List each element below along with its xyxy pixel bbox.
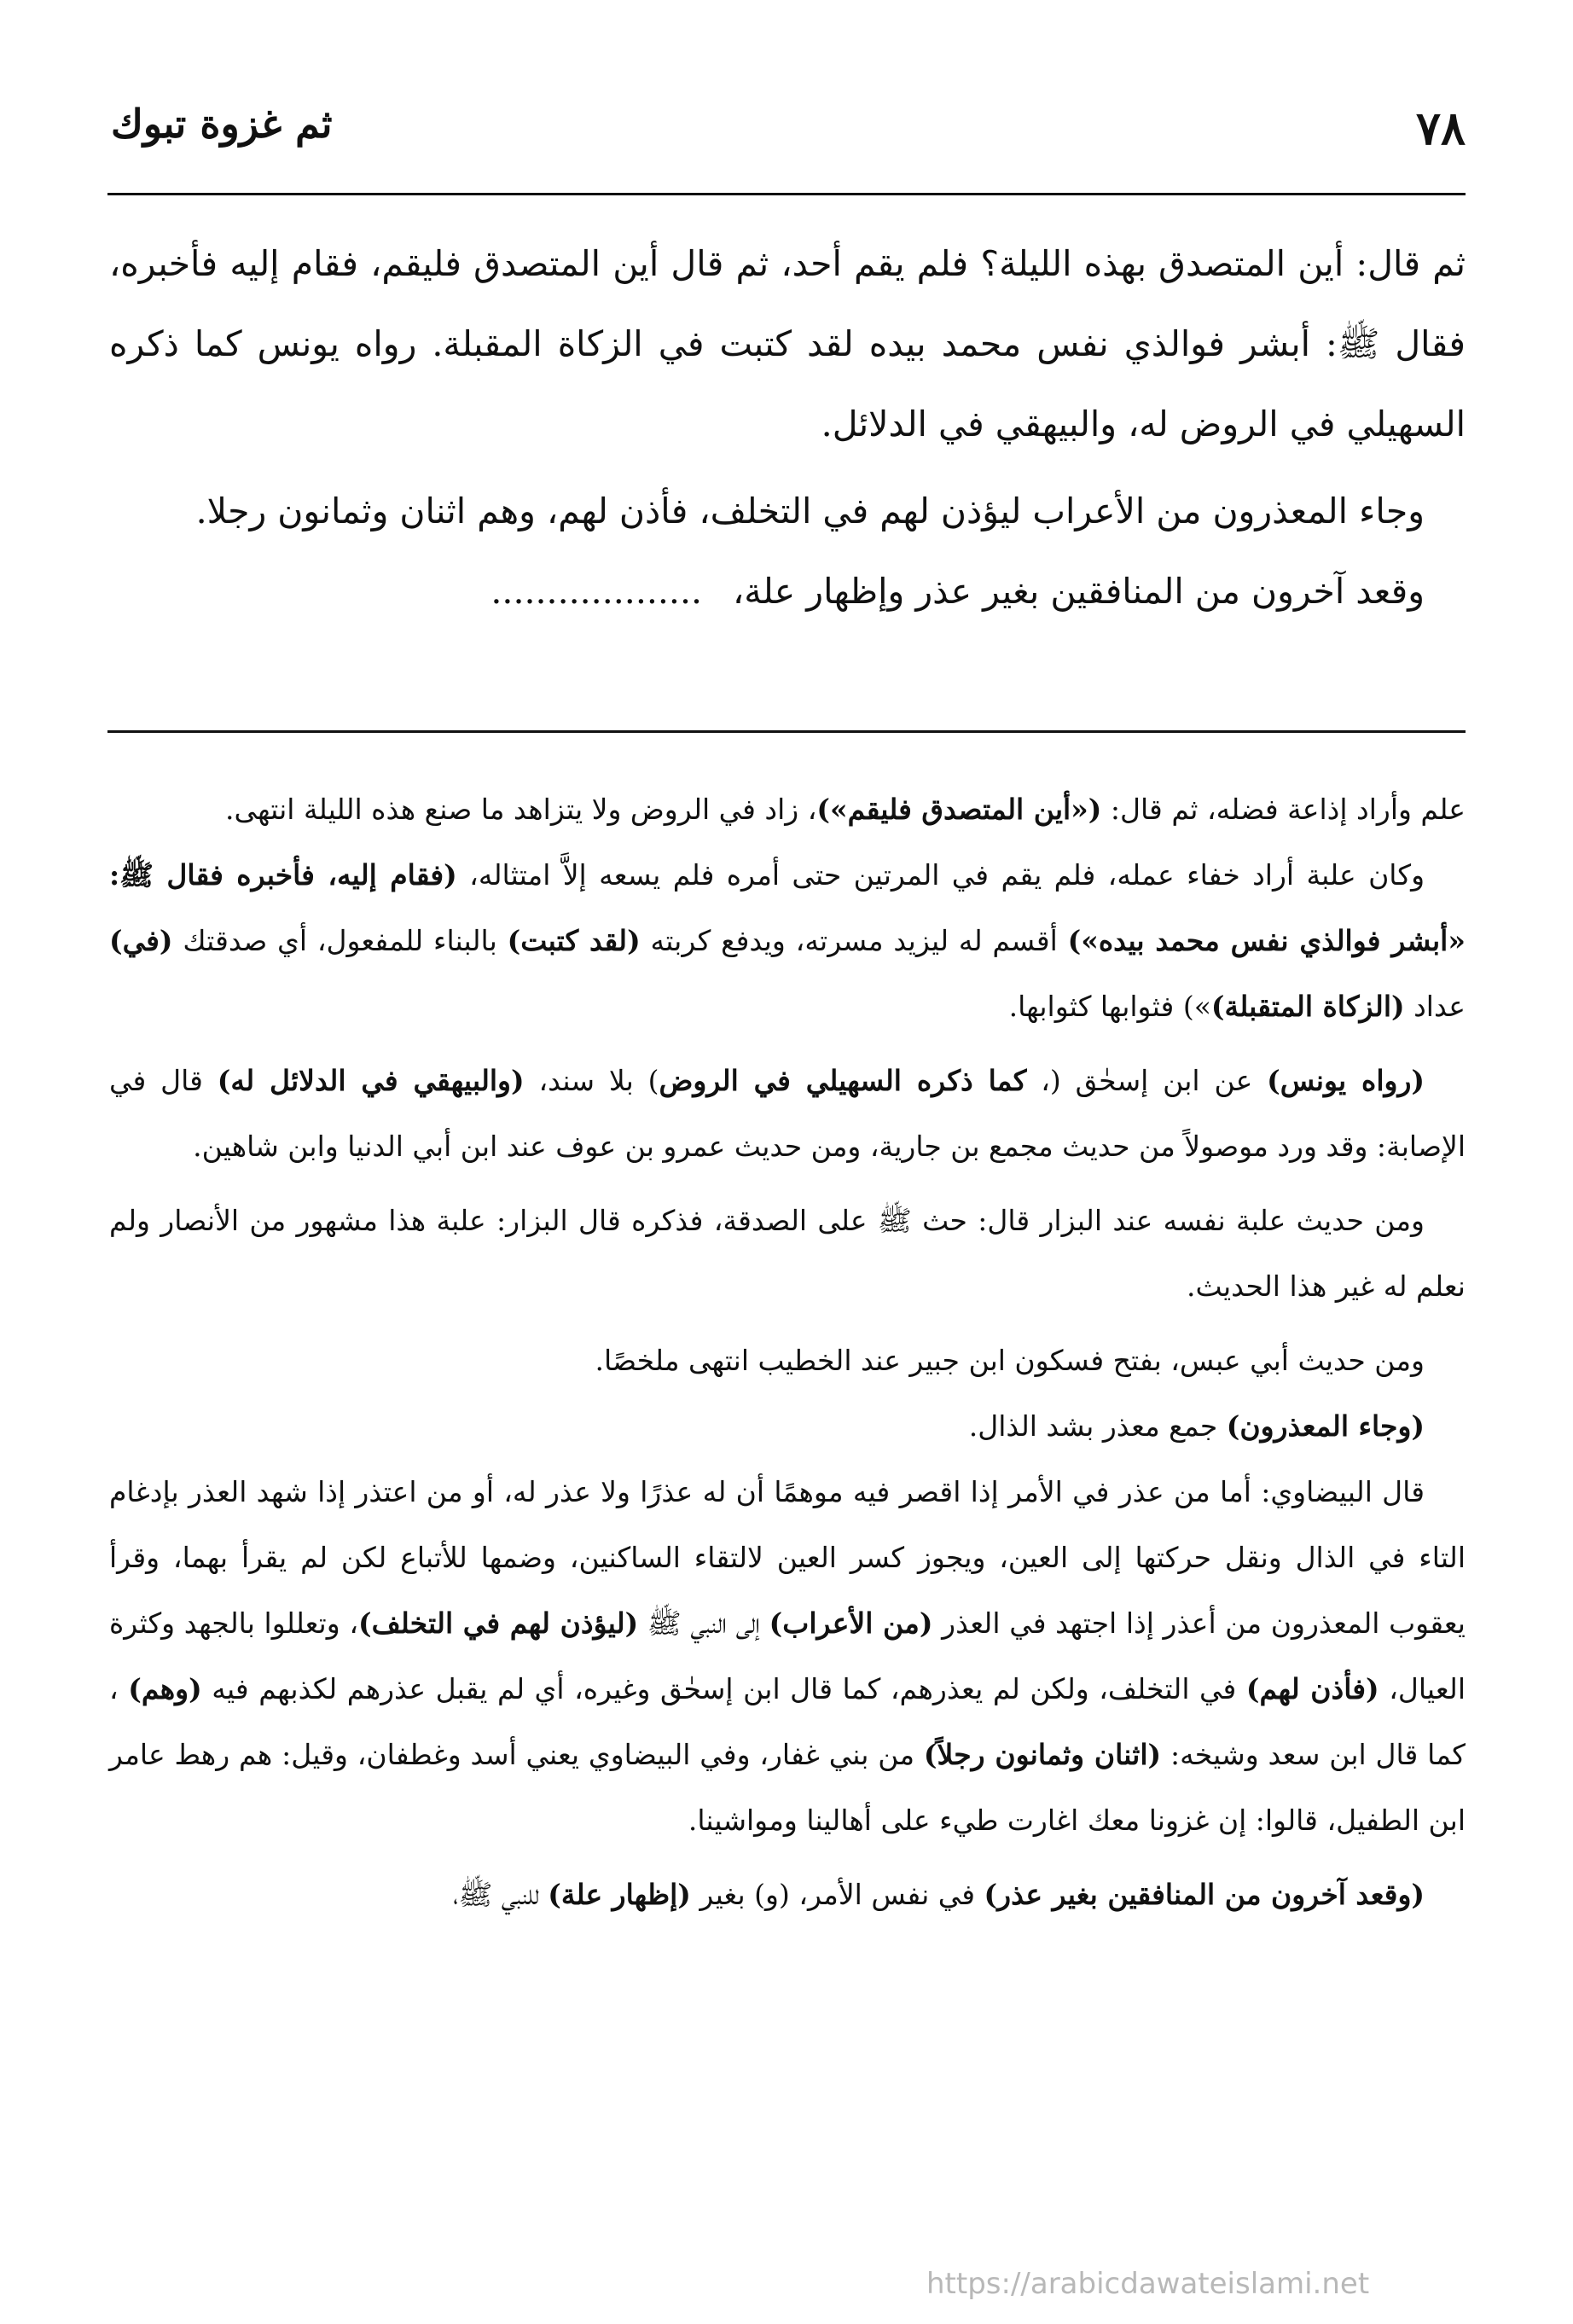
page-header [111, 101, 1466, 155]
commentary-run: جمع معذر بشد الذال. [968, 1409, 1227, 1443]
commentary-paragraph [109, 776, 1466, 842]
ellipsis-dots: ................... [490, 571, 703, 612]
quoted-matn-phrase: (في) [109, 924, 173, 957]
commentary-run: ) بلا سند، [524, 1064, 659, 1097]
quoted-matn-phrase: (والبيهقي في الدلائل له) [217, 1064, 525, 1097]
quoted-matn-phrase: (رواه يونس) [1267, 1064, 1425, 1097]
main-paragraph: وجاء المعذرون من الأعراب ليؤذن لهم في التخلف، فأذن لهم، وهم اثنان وثمانون رجلا. [195, 491, 1425, 532]
quoted-matn-phrase: كما ذكره السهيلي في الروض [659, 1064, 1027, 1097]
commentary-paragraph [109, 1393, 1466, 1459]
commentary-text [109, 776, 1466, 1927]
quoted-matn-phrase: («أين المتصدق فليقم») [816, 793, 1102, 826]
main-paragraph: ثم قال: أين المتصدق بهذه الليلة؟ فلم يقم أحد، ثم قال أين المتصدق فليقم، فقام إليه فأخبره، فقال ﷺ: أبشر فوالذي نفس محمد بيده لقد كتبت في الزكاة المقبلة. رواه يونس كما ذكره السهيلي في الروض له، والبيهقي في الدلائل. [109, 243, 1466, 444]
commentary-run: للنبي ﷺ، [453, 1878, 549, 1911]
commentary-paragraph [109, 1328, 1466, 1393]
commentary-run: من بني غفار، وفي البيضاوي يعني أسد وغطفان، وقيل: هم رهط عامر ابن الطفيل، قالوا: إن غزونا معك اغارت طيء على أهالينا ومواشينا. [109, 1738, 1466, 1837]
commentary-paragraph [109, 1862, 1466, 1927]
commentary-paragraph [109, 1048, 1466, 1179]
commentary-paragraph [109, 1459, 1466, 1853]
main-paragraph-text: وقعد آخرون من المنافقين بغير عذر وإظهار علة، [733, 571, 1425, 612]
commentary-separator [107, 730, 1466, 733]
quoted-matn-phrase: (ليؤذن لهم في التخلف) [357, 1606, 639, 1640]
commentary-run: في نفس الأمر، (و) بغير [690, 1878, 984, 1911]
commentary-run: أقسم له ليزيد مسرته، ويدفع كربته [640, 924, 1068, 957]
commentary-run: قال البيضاوي: أما من عذر في الأمر إذا اقصر فيه موهمًا أن له عذرًا ولا عذر له، أو من اعتذر إذا شهد العذر بإدغام التاء في الذال ونقل حركتها إلى العين، ويجوز كسر العين لالتقاء الساكنين، وضمها للأتباع لكن لم يقرأ بهما، وقرأ يعقوب المعذرون من أعذر إذا اجتهد في العذر [109, 1475, 1466, 1640]
commentary-run: عداد [1404, 990, 1466, 1023]
commentary-paragraph [109, 1188, 1466, 1319]
commentary-run: ومن حديث علبة نفسه عند البزار قال: حث ﷺ على الصدقة، فذكره قال البزار: علبة هذا مشهور من الأنصار ولم نعلم له غير هذا الحديث. [109, 1204, 1466, 1303]
commentary-run: وكان علبة أراد خفاء عمله، فلم يقم في المرتين حتى أمره فلم يسعه إلاَّ امتثاله، [456, 858, 1425, 892]
commentary-run: في التخلف، ولكن لم يعذرهم، كما قال ابن إسحٰق وغيره، أي لم يقبل عذرهم لكذبهم فيه [201, 1672, 1246, 1705]
commentary-run: علم وأراد إذاعة فضله، ثم قال: [1101, 793, 1466, 826]
main-text [109, 224, 1466, 631]
commentary-run: ، زاد في الروض ولا يتزاهد ما صنع هذه الليلة انتهى. [224, 793, 817, 826]
quoted-matn-phrase: (وهم) [128, 1672, 202, 1705]
quoted-matn-phrase: (لقد كتبت) [507, 924, 641, 957]
quoted-matn-phrase: (اثنان وثمانون رجلاً) [923, 1738, 1162, 1771]
commentary-paragraph [109, 842, 1466, 1039]
quoted-matn-phrase: (من الأعراب) [769, 1606, 933, 1640]
quoted-matn-phrase: (فأذن لهم) [1245, 1672, 1379, 1705]
commentary-run: بالبناء للمفعول، أي صدقتك [172, 924, 508, 957]
quoted-matn-phrase: (الزكاة المتقبلة) [1210, 990, 1405, 1023]
quoted-matn-phrase: (وقعد آخرون من المنافقين بغير عذر) [984, 1878, 1425, 1911]
main-paragraph [109, 551, 1466, 631]
commentary-run: ») فثوابها كثوابها. [1008, 990, 1211, 1023]
quoted-matn-phrase: (فقام إليه، فأخبره فقال ﷺ: «أبشر فوالذي نفس محمد بيده») [109, 858, 1466, 957]
commentary-run: قال في الإصابة: وقد ورد موصولاً من حديث مجمع بن جارية، ومن حديث عمرو بن عوف عند ابن أبي الدنيا وابن شاهين. [109, 1064, 1466, 1163]
running-title: ثم غزوة تبوك [111, 101, 333, 147]
quoted-matn-phrase: (وجاء المعذرون) [1226, 1409, 1425, 1443]
commentary-run: إلى النبي ﷺ [638, 1606, 769, 1640]
commentary-run: ومن حديث أبي عبس، بفتح فسكون ابن جبير عند الخطيب انتهى ملخصًا. [595, 1344, 1425, 1377]
page-number: ٧٨ [1415, 101, 1466, 155]
commentary-run: عن ابن إسحٰق (، [1026, 1064, 1268, 1097]
quoted-matn-phrase: (إظهار علة) [548, 1878, 691, 1911]
commentary-run: ، وتعللوا بالجهد وكثرة العيال، [109, 1606, 1466, 1705]
commentary-run: ، كما قال ابن سعد وشيخه: [109, 1672, 1466, 1771]
watermark-url: https://arabicdawateislami.net [926, 2267, 1370, 2301]
header-rule [107, 193, 1466, 195]
